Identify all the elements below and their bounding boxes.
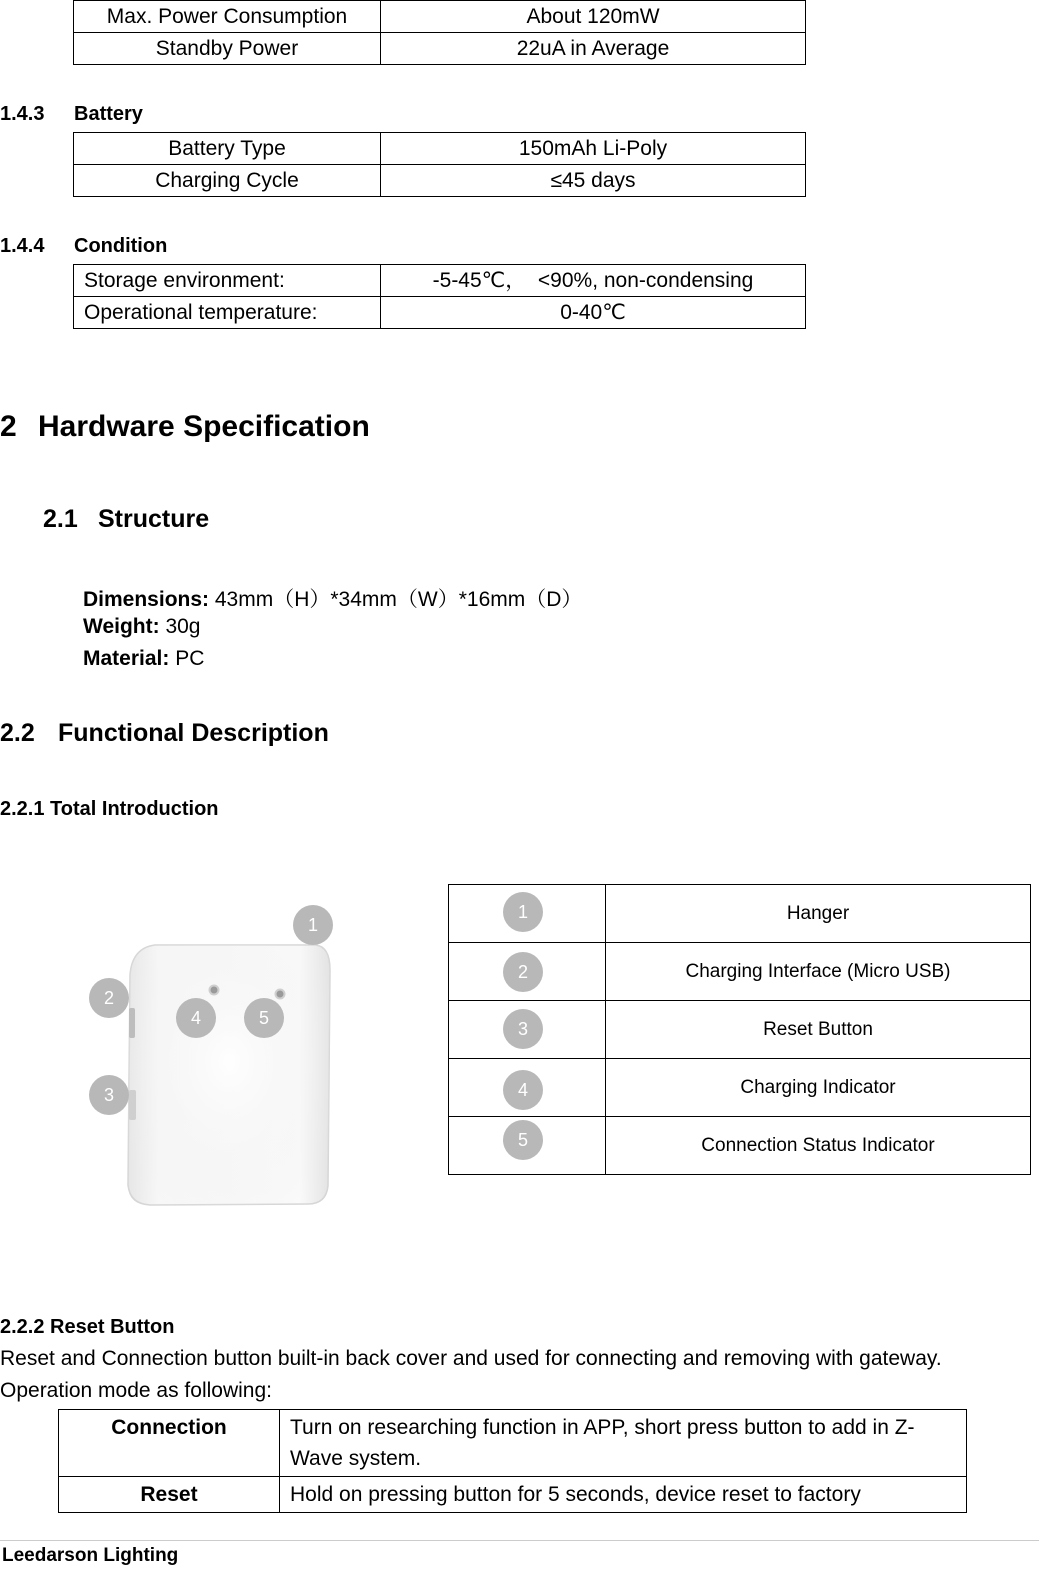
table-cell: Connection Status Indicator	[606, 1117, 1031, 1175]
number-badge: 3	[503, 1009, 543, 1049]
table-cell: 150mAh Li-Poly	[381, 133, 806, 165]
reset-button-heading: 2.2.2 Reset Button	[0, 1316, 175, 1338]
number-badge: 4	[503, 1070, 543, 1110]
table-row	[449, 1001, 1031, 1059]
section-title: Hardware Specification	[38, 410, 370, 443]
table-cell: 0-40℃	[381, 297, 806, 329]
dimensions-label: Dimensions:	[83, 588, 210, 611]
hardware-heading	[0, 410, 370, 444]
condition-heading	[0, 235, 167, 258]
status-led	[276, 990, 285, 999]
table-row	[449, 1059, 1031, 1117]
section-title: Condition	[74, 235, 168, 257]
table-row	[74, 165, 806, 197]
table-cell: About 120mW	[381, 1, 806, 33]
table-row	[74, 133, 806, 165]
number-badge: 2	[503, 952, 543, 992]
mode-cell: Reset	[59, 1477, 280, 1513]
function-table	[448, 884, 1031, 1175]
reset-button-shape	[129, 1090, 136, 1120]
operation-mode-intro: Operation mode as following:	[0, 1379, 272, 1402]
table-cell: Standby Power	[74, 33, 381, 65]
material-value: PC	[169, 647, 205, 670]
weight-value: 30g	[159, 615, 201, 638]
callout-badge-hanger: 1	[293, 905, 333, 945]
table-row	[449, 1117, 1031, 1175]
table-cell: Storage environment:	[74, 265, 381, 297]
weight-line	[83, 615, 200, 639]
table-cell	[449, 885, 606, 943]
table-cell	[449, 1001, 606, 1059]
battery-table	[73, 132, 806, 197]
table-cell: Reset Button	[606, 1001, 1031, 1059]
section-title: Battery	[74, 103, 143, 125]
table-row	[449, 943, 1031, 1001]
callout-badge-charging-interface: 2	[89, 978, 129, 1018]
table-row	[449, 885, 1031, 943]
material-label: Material:	[83, 647, 170, 670]
charging-led	[210, 986, 219, 995]
section-number: 2	[0, 410, 17, 443]
action-cell: Turn on researching function in APP, short press button to add in Z-Wave system.	[280, 1410, 967, 1477]
table-cell: Charging Indicator	[606, 1059, 1031, 1117]
table-cell: Operational temperature:	[74, 297, 381, 329]
table-cell: Max. Power Consumption	[74, 1, 381, 33]
table-cell: Battery Type	[74, 133, 381, 165]
callout-badge-connection-indicator: 5	[244, 998, 284, 1038]
usb-port-shape	[129, 1008, 135, 1038]
table-cell	[449, 1059, 606, 1117]
material-line	[83, 647, 204, 671]
table-cell: Charging Cycle	[74, 165, 381, 197]
callout-badge-reset-button: 3	[89, 1075, 129, 1115]
table-cell: -5-45℃， <90%, non-condensing	[381, 265, 806, 297]
table-row	[59, 1410, 967, 1477]
section-title: Functional Description	[58, 719, 329, 747]
section-title: Structure	[98, 505, 210, 533]
footer-company: Leedarson Lighting	[2, 1545, 179, 1566]
number-badge: 1	[503, 892, 543, 932]
reset-button-description: Reset and Connection button built-in back cover and used for connecting and removing with gateway.	[0, 1347, 942, 1370]
table-row	[74, 33, 806, 65]
section-number: 2.2	[0, 719, 35, 747]
section-number: 2.1	[43, 505, 78, 533]
table-cell	[449, 943, 606, 1001]
table-row	[59, 1477, 967, 1513]
functional-heading	[0, 719, 329, 748]
table-cell: ≤45 days	[381, 165, 806, 197]
table-cell: Charging Interface (Micro USB)	[606, 943, 1031, 1001]
device-highlight	[128, 945, 330, 1205]
mode-cell: Connection	[59, 1410, 280, 1477]
weight-label: Weight:	[83, 615, 160, 638]
table-cell: 22uA in Average	[381, 33, 806, 65]
operation-mode-table	[58, 1409, 967, 1513]
dimensions-value: 43mm（H）*34mm（W）*16mm（D）	[209, 588, 583, 611]
number-badge: 5	[503, 1120, 543, 1160]
dimensions-line	[83, 583, 582, 613]
total-intro-heading: 2.2.1 Total Introduction	[0, 798, 219, 820]
section-number: 1.4.4	[0, 235, 45, 257]
table-row	[74, 1, 806, 33]
table-row	[74, 265, 806, 297]
condition-table	[73, 264, 806, 329]
table-row	[74, 297, 806, 329]
battery-heading	[0, 103, 143, 126]
table-cell	[449, 1117, 606, 1175]
table-cell: Hanger	[606, 885, 1031, 943]
section-number: 1.4.3	[0, 103, 45, 125]
footer-divider	[0, 1540, 1039, 1541]
callout-badge-charging-indicator: 4	[176, 998, 216, 1038]
structure-heading	[43, 505, 209, 534]
power-table	[73, 0, 806, 65]
action-cell: Hold on pressing button for 5 seconds, device reset to factory	[280, 1477, 967, 1513]
